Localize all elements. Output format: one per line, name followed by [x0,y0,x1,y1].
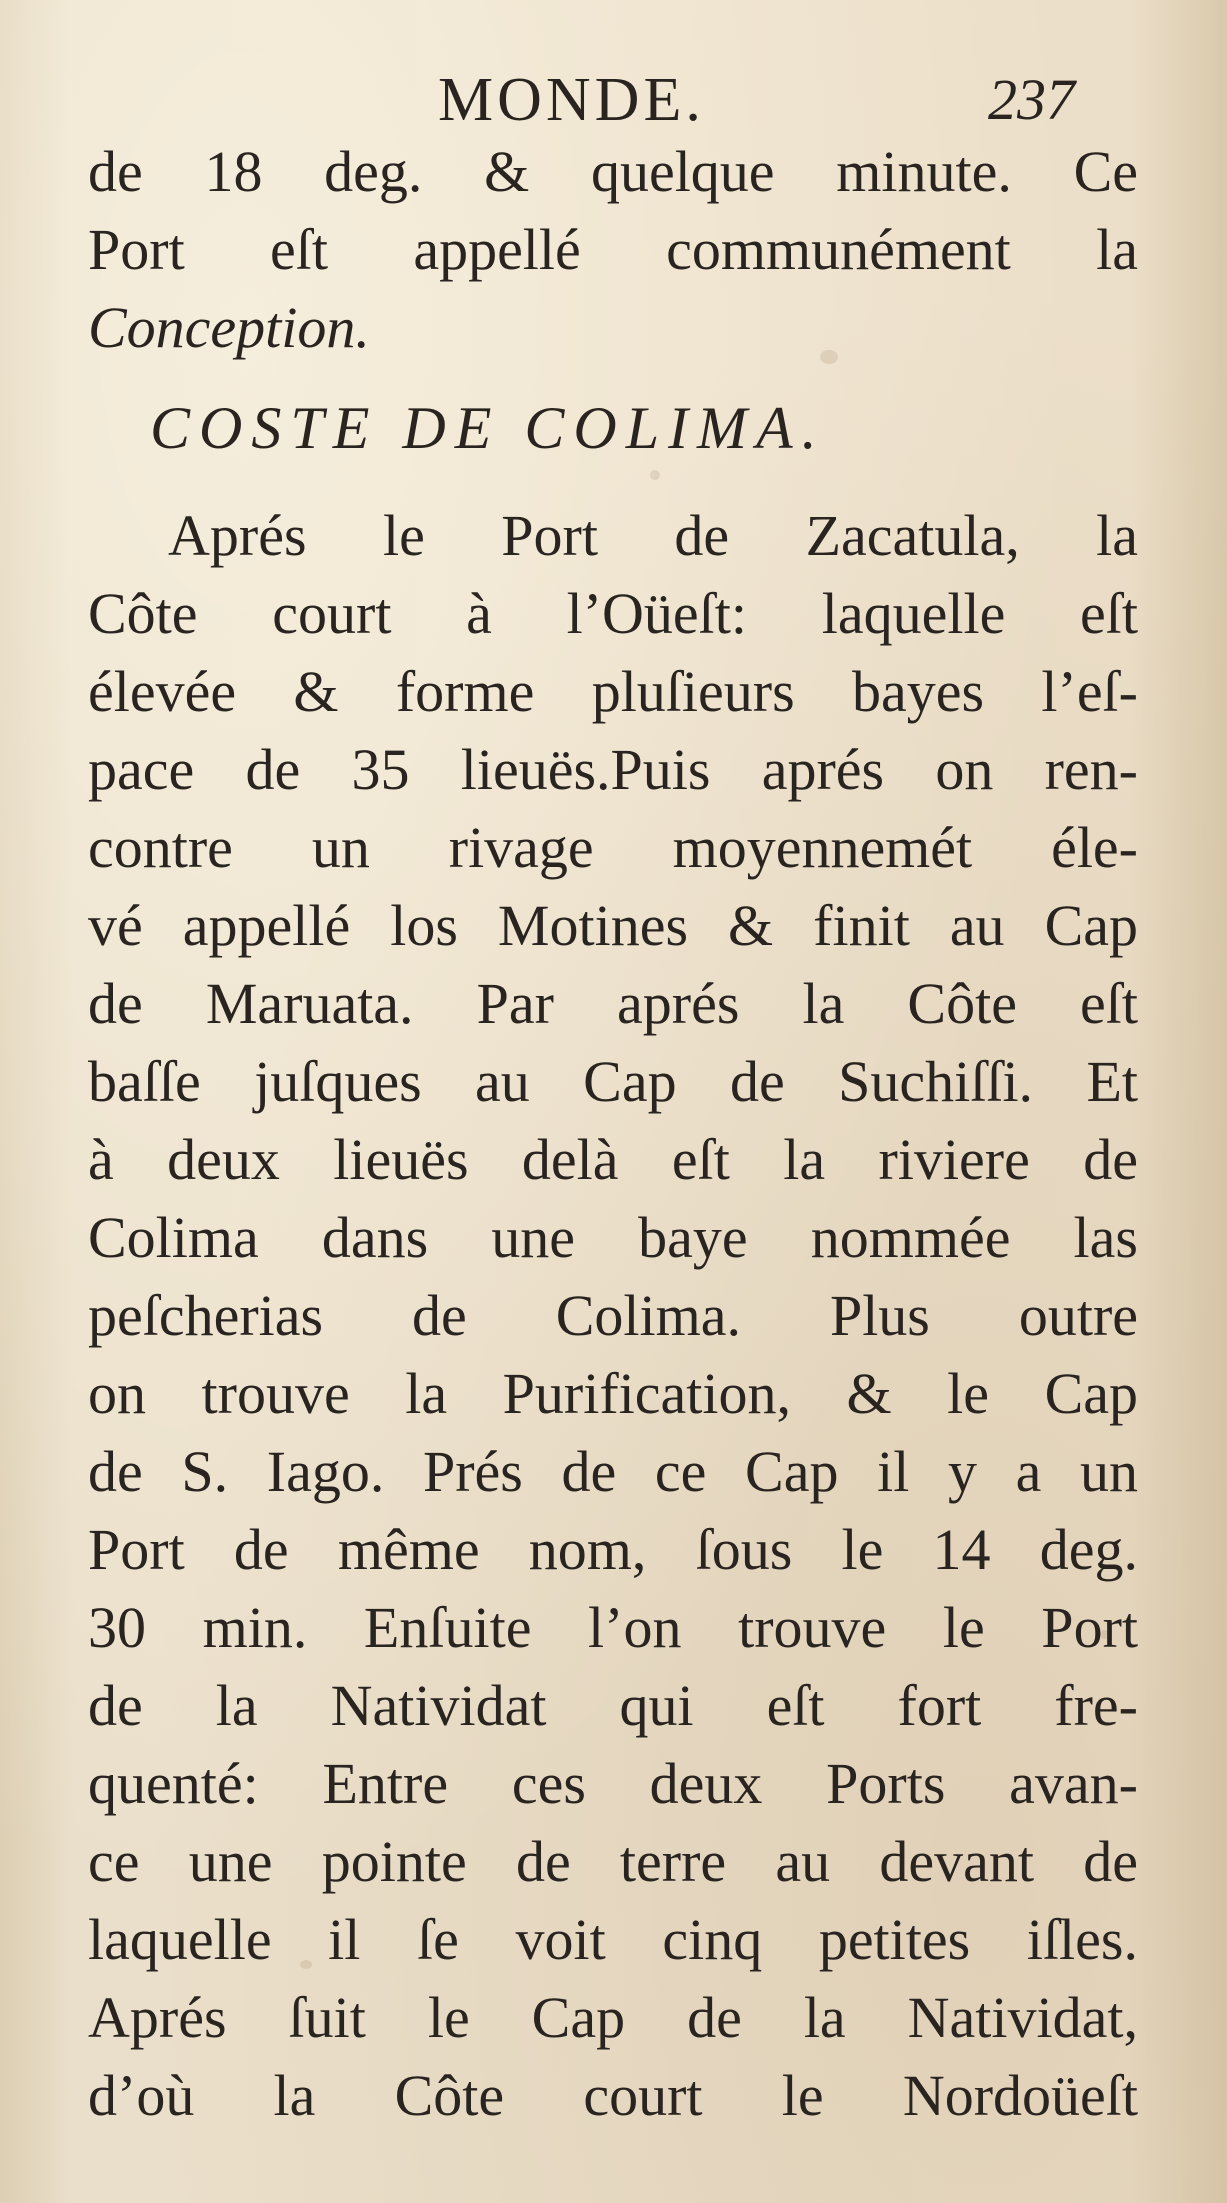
text-line: élevée & forme pluſieurs bayes l’eſ- [88,659,1138,724]
paper-stain [650,470,660,480]
text-line: Port de même nom, ſous le 14 deg. [88,1517,1138,1582]
section-heading: COSTE DE COLIMA. [150,395,826,461]
text-line: Conception. [88,295,370,360]
text-line: 30 min. Enſuite l’on trouve le Port [88,1595,1138,1660]
running-title: MONDE. [438,66,705,134]
text-line: Aprés le Port de Zacatula, la [168,503,1138,568]
text-line: ce une pointe de terre au devant de [88,1829,1138,1894]
text-line: quenté: Entre ces deux Ports avan- [88,1751,1138,1816]
text-line: de 18 deg. & quelque minute. Ce [88,139,1138,204]
text-line: vé appellé los Motines & finit au Cap [88,893,1138,958]
text-line: peſcherias de Colima. Plus outre [88,1283,1138,1348]
text-line: de S. Iago. Prés de ce Cap il y a un [88,1439,1138,1504]
text-line: Aprés ſuit le Cap de la Natividat, [88,1985,1138,2050]
running-header [0,56,1227,136]
text-line: Colima dans une baye nommée las [88,1205,1138,1270]
text-line: Côte court à l’Oüeſt: laquelle eſt [88,581,1138,646]
page-number: 237 [988,67,1075,132]
text-line: de Maruata. Par aprés la Côte eſt [88,971,1138,1036]
text-line: on trouve la Purification, & le Cap [88,1361,1138,1426]
text-line: pace de 35 lieuës.Puis aprés on ren- [88,737,1138,802]
text-line: laquelle il ſe voit cinq petites iſles. [88,1907,1138,1972]
text-line: baſſe juſques au Cap de Suchiſſi. Et [88,1049,1138,1114]
text-line: d’où la Côte court le Nordoüeſt [88,2063,1138,2128]
text-line: contre un rivage moyennemét éle- [88,815,1138,880]
text-line: à deux lieuës delà eſt la riviere de [88,1127,1138,1192]
text-line: Port eſt appellé communément la [88,217,1138,282]
text-line: de la Natividat qui eſt fort fre- [88,1673,1138,1738]
